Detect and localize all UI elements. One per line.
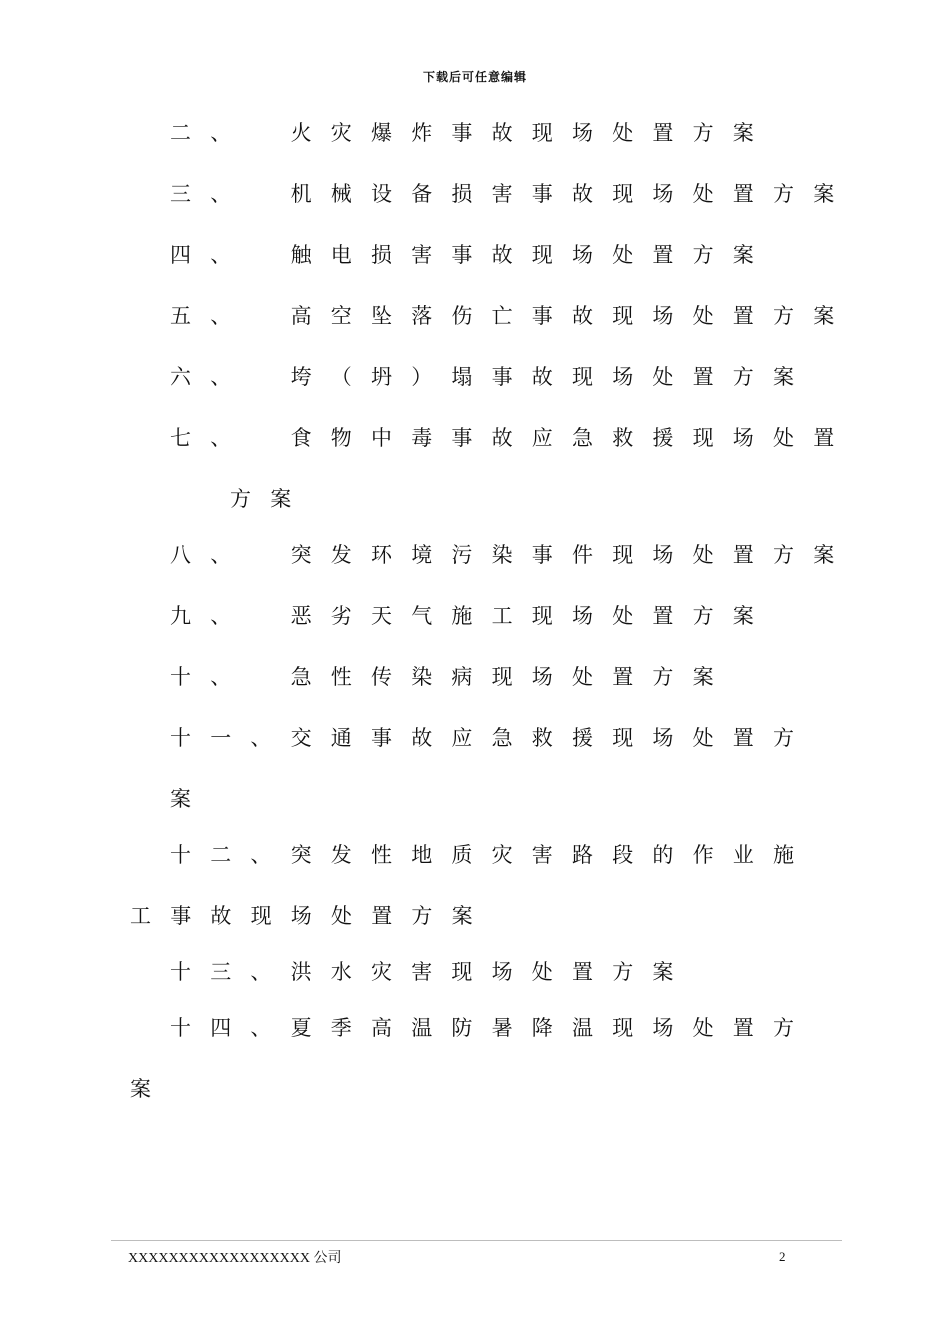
toc-line: 案	[130, 1077, 151, 1101]
toc-line: 八 、 突 发 环 境 污 染 事 件 现 场 处 置 方 案	[170, 543, 835, 567]
toc-line: 三 、 机 械 设 备 损 害 事 故 现 场 处 置 方 案	[170, 182, 835, 206]
toc-line: 十 二 、 突 发 性 地 质 灾 害 路 段 的 作 业 施	[170, 843, 794, 867]
toc-line: 案	[170, 787, 191, 811]
toc-line: 五 、 高 空 坠 落 伤 亡 事 故 现 场 处 置 方 案	[170, 304, 835, 328]
footer-divider	[111, 1240, 842, 1241]
toc-line: 十 一 、 交 通 事 故 应 急 救 援 现 场 处 置 方	[170, 726, 794, 750]
toc-line: 方 案	[230, 487, 292, 511]
toc-line: 十 四 、 夏 季 高 温 防 暑 降 温 现 场 处 置 方	[170, 1016, 794, 1040]
page-header: 下载后可任意编辑	[422, 70, 527, 84]
toc-line: 二 、 火 灾 爆 炸 事 故 现 场 处 置 方 案	[170, 121, 754, 145]
footer-company: XXXXXXXXXXXXXXXXXX 公司	[128, 1251, 342, 1266]
toc-line: 十 三 、 洪 水 灾 害 现 场 处 置 方 案	[170, 960, 674, 984]
toc-line: 四 、 触 电 损 害 事 故 现 场 处 置 方 案	[170, 243, 754, 267]
toc-line: 六 、 垮 （ 坍 ） 塌 事 故 现 场 处 置 方 案	[170, 365, 794, 389]
toc-line: 九 、 恶 劣 天 气 施 工 现 场 处 置 方 案	[170, 604, 754, 628]
footer-page-number: 2	[779, 1249, 786, 1264]
toc-line: 工 事 故 现 场 处 置 方 案	[130, 904, 473, 928]
toc-line: 十 、 急 性 传 染 病 现 场 处 置 方 案	[170, 665, 714, 689]
toc-line: 七 、 食 物 中 毒 事 故 应 急 救 援 现 场 处 置	[170, 426, 835, 450]
